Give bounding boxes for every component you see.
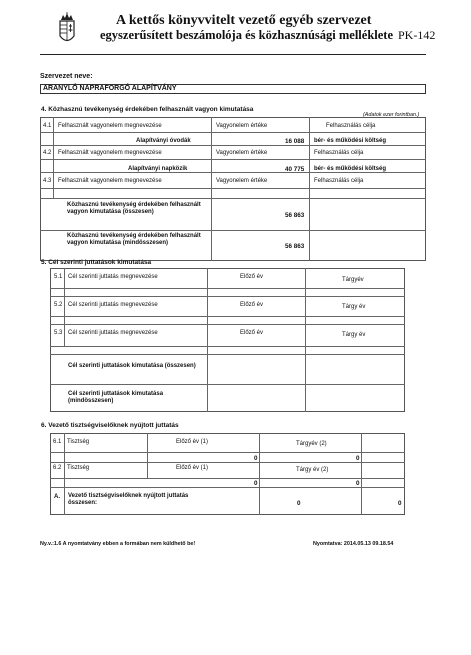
row-number: 4.2 xyxy=(43,150,52,156)
organization-label: Szervezet neve: xyxy=(40,73,93,80)
divider xyxy=(50,316,405,317)
field-label: Vagyonelem értéke xyxy=(216,178,268,184)
form-code: PK-142 xyxy=(398,28,436,42)
divider xyxy=(361,433,362,515)
divider xyxy=(40,132,426,133)
divider xyxy=(40,230,426,231)
current-year-value: 0 xyxy=(356,480,360,487)
asset-name: Alapítványi napközik xyxy=(128,166,188,172)
divider xyxy=(50,346,405,347)
section4-total-label: Közhasznú tevékenység érdekében felhasznált vagyon kimutatása (összesen) xyxy=(67,202,201,215)
field-label: Előző év (1) xyxy=(176,439,209,445)
divider xyxy=(40,159,426,160)
field-label: Előző év (1) xyxy=(176,465,209,471)
divider xyxy=(50,384,405,385)
asset-name: Alapítványi óvodák xyxy=(136,138,191,144)
form-title-line2: egyszerűsített beszámolója és közhasznúsági melléklete xyxy=(100,28,393,42)
asset-value: 40 775 xyxy=(285,166,305,173)
divider xyxy=(309,117,310,261)
prev-year-value: 0 xyxy=(254,480,258,487)
divider xyxy=(50,296,405,297)
field-label: Előző év xyxy=(240,274,264,280)
field-label: Cél szerinti juttatás megnevezése xyxy=(68,274,158,280)
asset-purpose: bér- és működési költség xyxy=(314,166,387,172)
asset-purpose: bér- és működési költség xyxy=(314,138,387,144)
divider xyxy=(40,172,426,173)
field-label: Vagyonelem értéke xyxy=(216,123,268,129)
divider xyxy=(50,354,405,355)
section5-title: 5. Cél szerinti juttatások kimutatása xyxy=(41,259,152,266)
section4-grand-total-label: Közhasznú tevékenység érdekében felhasznált vagyon kimutatása (mindösszesen) xyxy=(67,233,201,246)
divider xyxy=(50,478,405,479)
hungarian-coat-of-arms-icon xyxy=(56,12,78,46)
section5-grand-total-label: Cél szerinti juttatások kimutatása (mindösszesen) xyxy=(68,391,164,404)
asset-value: 16 088 xyxy=(285,138,305,145)
prev-year-value: 0 xyxy=(254,455,258,462)
divider xyxy=(40,188,426,189)
divider xyxy=(50,462,405,463)
section6-total-prev: 0 xyxy=(297,500,301,507)
divider xyxy=(50,288,405,289)
row-number: 5.3 xyxy=(54,330,63,336)
row-number: 4.3 xyxy=(43,178,52,184)
divider xyxy=(259,433,260,515)
field-label: Felhasznált vagyonelem megnevezése xyxy=(58,150,162,156)
field-label: Tisztség xyxy=(67,465,90,471)
row-number: 4.1 xyxy=(43,123,52,129)
total-row-number: A. xyxy=(54,494,60,500)
current-year-value: 0 xyxy=(356,455,360,462)
divider xyxy=(64,433,65,515)
field-label: Vagyonelem értéke xyxy=(216,150,268,156)
row-number: 5.1 xyxy=(54,274,63,280)
field-label: Felhasználás célja xyxy=(326,123,376,129)
divider xyxy=(40,198,426,199)
section4-grand-total-value: 56 863 xyxy=(285,243,305,250)
row-number: 6.2 xyxy=(53,465,62,471)
field-label: Tárgy év xyxy=(342,332,366,338)
divider xyxy=(50,452,405,453)
field-label: Felhasználás célja xyxy=(314,178,364,184)
field-label: Cél szerinti juttatás megnevezése xyxy=(68,302,158,308)
divider xyxy=(53,117,54,198)
divider xyxy=(64,268,65,346)
divider xyxy=(305,268,306,412)
divider xyxy=(40,145,426,146)
field-label: Előző év xyxy=(240,330,264,336)
organization-name: ARANYLÓ NAPRAFORGÓ ALAPÍTVÁNY xyxy=(43,85,177,92)
field-label: Felhasználás célja xyxy=(314,150,364,156)
header-divider xyxy=(40,54,426,55)
field-label: Felhasznált vagyonelem megnevezése xyxy=(58,178,162,184)
row-number: 6.1 xyxy=(53,439,62,445)
section6-title: 6. Vezető tisztségviselőknek nyújtott juttatás xyxy=(41,422,179,429)
field-label: Tisztség xyxy=(67,439,90,445)
form-title-line1: A kettős könyvvitelt vezető egyéb szervezet xyxy=(116,13,372,28)
section4-title: 4. Közhasznú tevékenység érdekében felhasznált vagyon kimutatása xyxy=(41,106,254,113)
divider xyxy=(207,268,208,412)
field-label: Tárgy év xyxy=(342,304,366,310)
field-label: Tárgyév xyxy=(342,277,364,283)
field-label: Tárgy év (2) xyxy=(296,467,329,473)
divider xyxy=(50,487,405,488)
footer-version-note: Ny.v.:1.6 A nyomtatvány ebben a formában nem küldhető be! xyxy=(40,541,196,547)
section4-total-value: 56 863 xyxy=(285,212,305,219)
section6-total-label: Vezető tisztségviselőknek nyújtott juttatás összesen: xyxy=(68,493,189,506)
divider xyxy=(147,433,148,478)
footer-print-timestamp: Nyomtatva: 2014.05.13 09.18.54 xyxy=(313,541,394,547)
field-label: Előző év xyxy=(240,302,264,308)
field-label: Cél szerinti juttatás megnevezése xyxy=(68,330,158,336)
row-number: 5.2 xyxy=(54,302,63,308)
field-label: Felhasznált vagyonelem megnevezése xyxy=(58,123,162,129)
field-label: Tárgyév (2) xyxy=(296,441,327,447)
divider xyxy=(211,117,212,261)
divider xyxy=(50,324,405,325)
section6-total-curr: 0 xyxy=(398,500,402,507)
section4-unit-note: (Adatok ezer forintban.) xyxy=(363,112,420,118)
section5-total-label: Cél szerinti juttatások kimutatása (összesen) xyxy=(68,363,196,369)
